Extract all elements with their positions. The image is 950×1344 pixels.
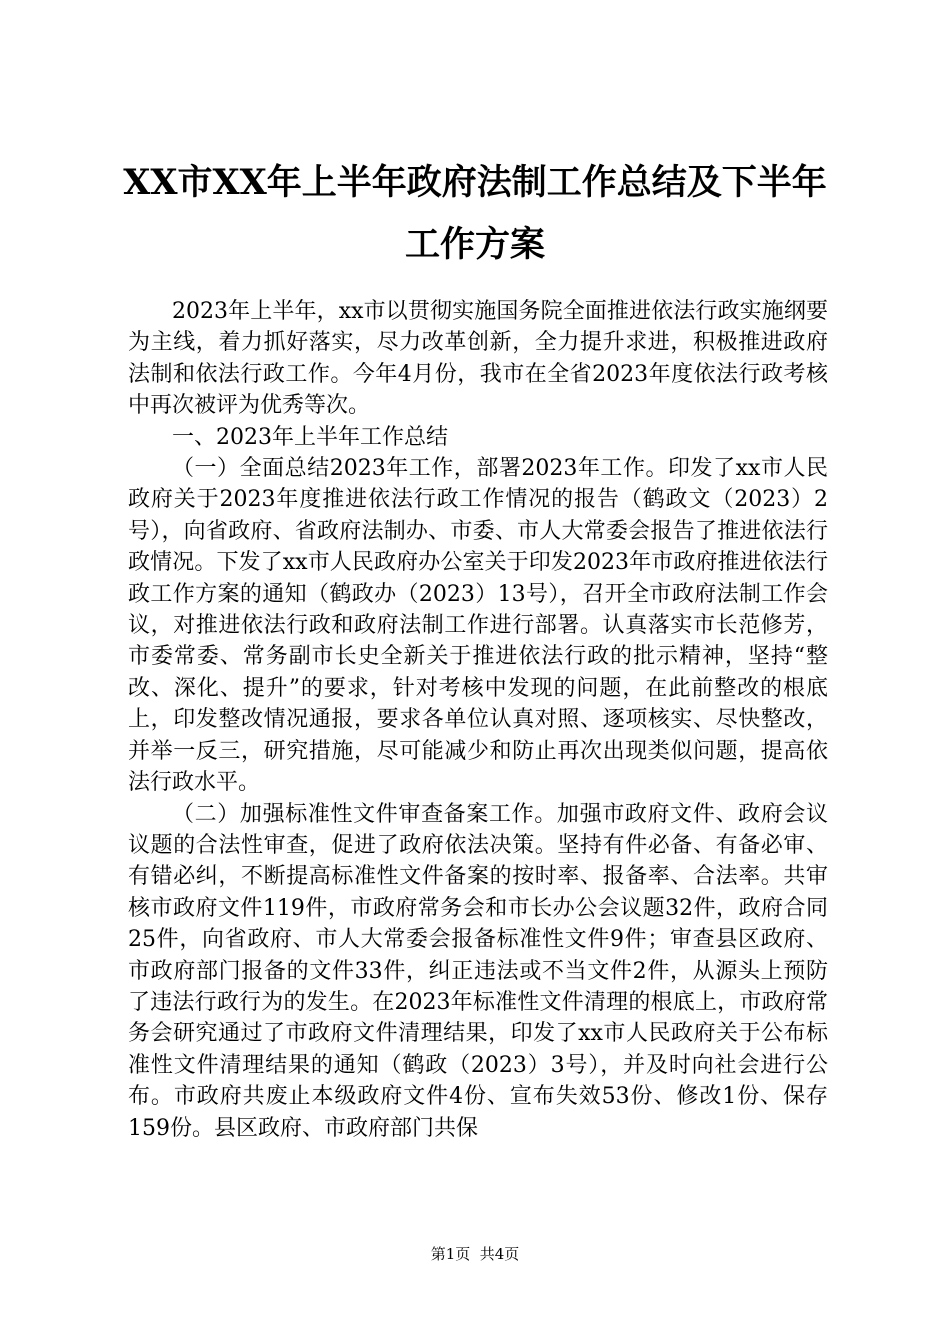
document-title-line-2: 工作方案 [404,224,545,265]
body-paragraph: （一）全面总结2023年工作，部署2023年工作。印发了xx市人民政府关于2023年度推进依法行政工作情况的报告（鹤政文（2023）2号），向省政府、省政府法制办、市委、市人大常委会报告了推进依法行政情况。下发了xx市人民政府办公室关于印发2023年市政府推进依法行政工作方案的通知（鹤政办（2023）13号），召开全市政府法制工作会议，对推进依法行政和政府法制工作进行部署。认真落实市长范修芳，市委常委、常务副市长史全新关于推进依法行政的批示精神，坚持“整改、深化、提升”的要求，针对考核中发现的问题，在此前整改的根底上，印发整改情况通报，要求各单位认真对照、逐项核实、尽快整改，并举一反三，研究措施，尽可能减少和防止再次出现类似问题，提高依法行政水平。 [128,456,828,796]
intro-paragraph: 2023年上半年，xx市以贯彻实施国务院全面推进依法行政实施纲要为主线，着力抓好落实，尽力改革创新，全力提升求进，积极推进政府法制和依法行政工作。今年4月份，我市在全省2023年度依法行政考核中再次被评为优秀等次。 [128,299,828,419]
document-body [128,296,828,1144]
section-heading: 一、2023年上半年工作总结 [172,424,448,450]
page-number-footer: 第1页 共4页 [430,1245,520,1263]
body-paragraph: （二）加强标准性文件审查备案工作。加强市政府文件、政府会议议题的合法性审查，促进了政府依法决策。坚持有件必备、有备必审、有错必纠，不断提高标准性文件备案的按时率、报备率、合法率。共审核市政府文件119件，市政府常务会和市长办公会议题32件，政府合同25件，向省政府、市人大常委会报备标准性文件9件；审查县区政府、市政府部门报备的文件33件，纠正违法或不当文件2件，从源头上预防了违法行政行为的发生。在2023年标准性文件清理的根底上，市政府常务会研究通过了市政府文件清理结果，印发了xx市人民政府关于公布标准性文件清理结果的通知（鹤政（2023）3号），并及时向社会进行公布。市政府共废止本级政府文件4份、宣布失效53份、修改1份、保存159份。县区政府、市政府部门共保 [128,801,828,1141]
document-title-line-1: XX市XX年上半年政府法制工作总结及下半年 [123,162,827,203]
